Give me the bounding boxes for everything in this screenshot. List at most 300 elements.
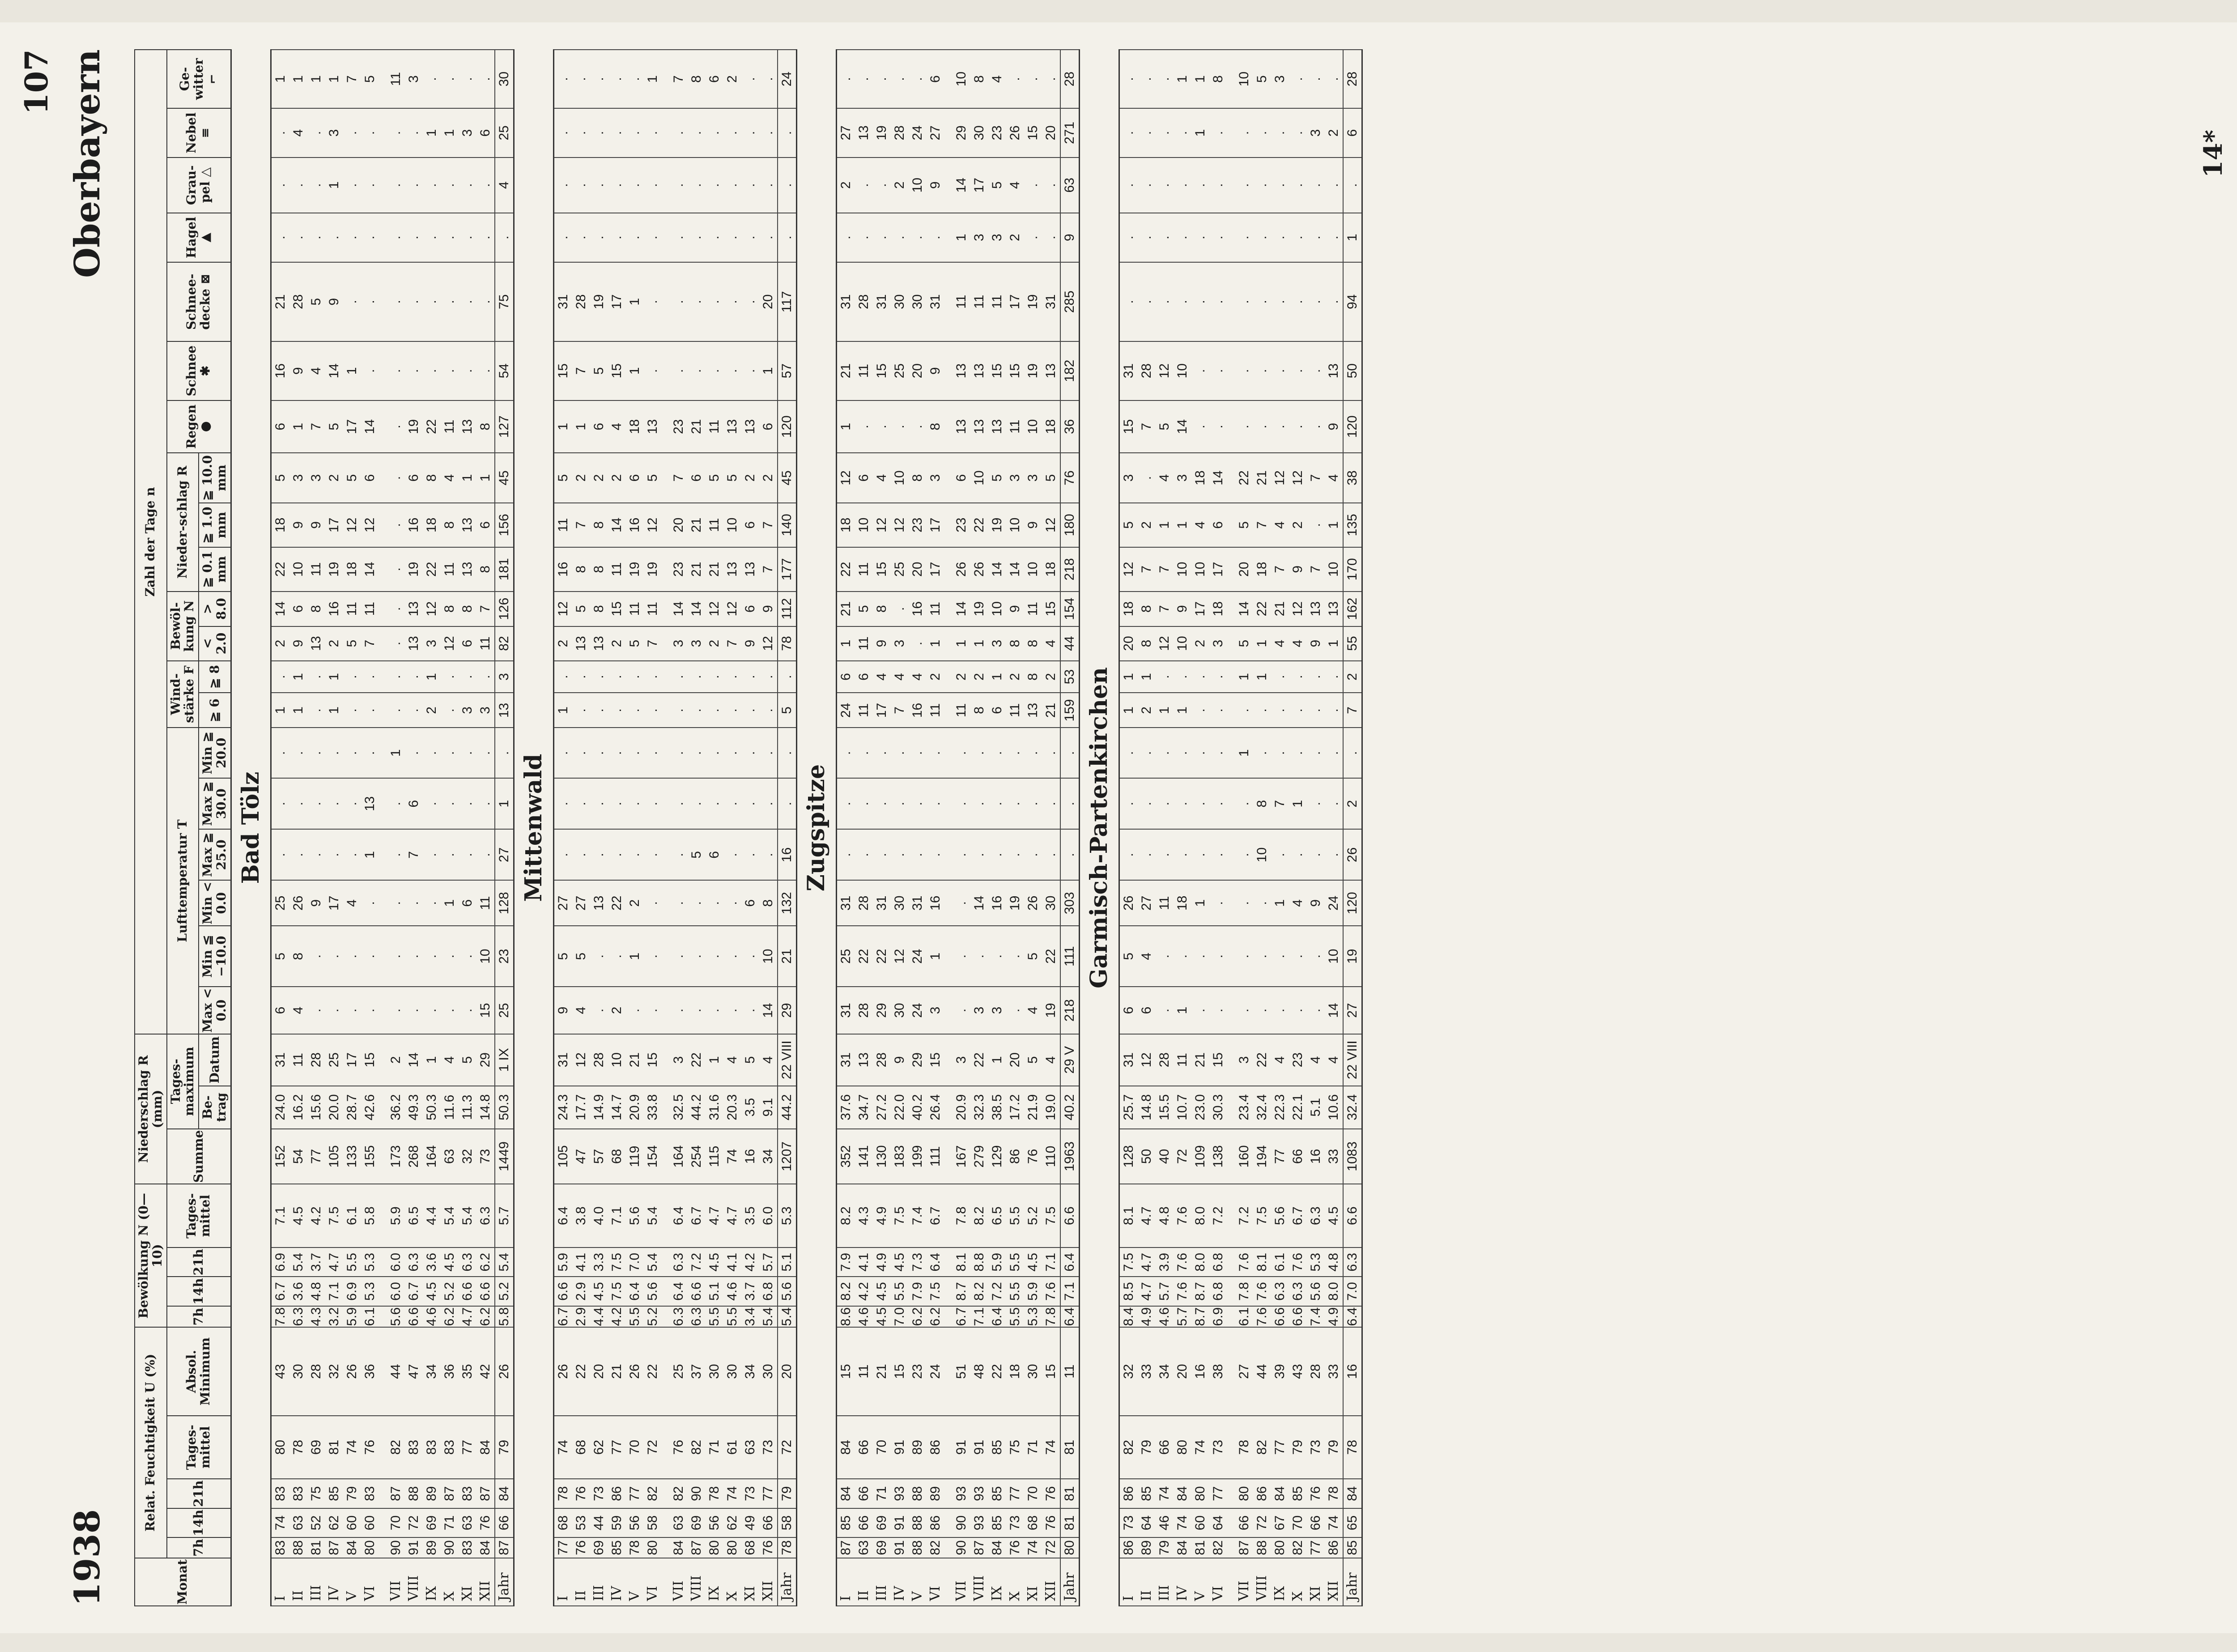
table-cell: 16 xyxy=(626,503,644,547)
table-cell: 84 xyxy=(836,1416,855,1479)
table-cell: 21 xyxy=(1271,592,1289,626)
table-cell: 3 xyxy=(670,626,688,661)
gap-cell xyxy=(1227,880,1235,926)
table-cell: 31 xyxy=(553,1034,572,1086)
table-cell: 3.2 xyxy=(325,1306,343,1328)
table-cell: 7.6 xyxy=(1253,1277,1271,1306)
table-cell: . xyxy=(553,728,572,778)
table-cell: 6.7 xyxy=(688,1184,706,1248)
table-cell: 11 xyxy=(1006,400,1024,453)
table-cell: 7 xyxy=(361,626,379,661)
table-row xyxy=(1209,50,1227,1606)
table-cell: 11 xyxy=(988,262,1006,341)
table-cell: . xyxy=(670,728,688,778)
table-cell: 76 xyxy=(1042,1508,1060,1537)
table-cell: 5.8 xyxy=(495,1306,514,1328)
table-cell: 1083 xyxy=(1343,1129,1362,1184)
table-cell: . xyxy=(1307,158,1325,213)
gap-cell xyxy=(662,1508,670,1537)
table-cell: 3 xyxy=(1006,453,1024,503)
table-cell: . xyxy=(1235,987,1253,1034)
gap-cell xyxy=(379,1184,387,1248)
table-cell: 86 xyxy=(1253,1479,1271,1508)
table-cell: 4.6 xyxy=(723,1277,741,1306)
table-cell: . xyxy=(361,262,379,341)
month-label: IV xyxy=(325,1558,343,1606)
table-cell: . xyxy=(441,661,459,693)
table-cell: . xyxy=(1289,926,1307,987)
gap-cell xyxy=(944,592,953,626)
table-cell: 6 xyxy=(927,50,944,108)
table-cell: 8.7 xyxy=(1191,1306,1209,1328)
table-cell: 16 xyxy=(988,880,1006,926)
table-cell: . xyxy=(670,693,688,728)
table-cell: 77 xyxy=(626,1479,644,1508)
table-cell: . xyxy=(1042,778,1060,829)
table-cell: . xyxy=(688,926,706,987)
table-cell: 1 xyxy=(988,1034,1006,1086)
table-cell: 14 xyxy=(1325,987,1343,1034)
gap-cell xyxy=(662,1416,670,1479)
table-cell: 15 xyxy=(873,341,891,400)
table-cell: 6.9 xyxy=(271,1248,289,1277)
gap-cell xyxy=(662,1129,670,1184)
table-cell: 1 xyxy=(1174,987,1191,1034)
table-row xyxy=(325,50,343,1606)
table-cell: . xyxy=(1119,108,1138,158)
table-cell: 12 xyxy=(441,626,459,661)
gap-cell xyxy=(944,213,953,262)
table-cell: 135 xyxy=(1343,503,1362,547)
station-heading-row xyxy=(1079,50,1119,1606)
table-cell: . xyxy=(670,158,688,213)
table-cell: . xyxy=(1253,341,1271,400)
table-cell: 22 xyxy=(572,1327,590,1415)
table-cell: . xyxy=(1271,829,1289,880)
gap-cell xyxy=(1227,547,1235,592)
table-cell: 9 xyxy=(759,592,778,626)
table-cell: . xyxy=(836,829,855,880)
table-cell: . xyxy=(387,158,405,213)
gap-cell xyxy=(662,880,670,926)
table-cell: 18 xyxy=(1253,547,1271,592)
table-cell: 4.8 xyxy=(1325,1248,1343,1277)
col-t-min-lt0: Min < 0.0 xyxy=(199,880,231,926)
table-cell: 4 xyxy=(909,661,927,693)
table-cell: 76 xyxy=(1006,1537,1024,1558)
table-cell: 5 xyxy=(1024,926,1042,987)
gap-cell xyxy=(379,547,387,592)
table-cell: . xyxy=(608,829,626,880)
table-cell: 4.5 xyxy=(590,1277,608,1306)
table-cell: . xyxy=(1271,262,1289,341)
table-cell: 13 xyxy=(970,400,988,453)
table-cell: 162 xyxy=(1343,592,1362,626)
table-cell: 20 xyxy=(1006,1034,1024,1086)
table-cell: 10 xyxy=(1174,626,1191,661)
month-label: V xyxy=(1191,1558,1209,1606)
table-cell: 19 xyxy=(1343,926,1362,987)
table-cell: . xyxy=(361,661,379,693)
table-cell: . xyxy=(271,728,289,778)
table-cell: 22 xyxy=(1235,453,1253,503)
table-cell: 11 xyxy=(706,400,723,453)
table-cell: 25 xyxy=(891,341,909,400)
table-cell: 2 xyxy=(590,453,608,503)
table-cell: 4.9 xyxy=(1138,1306,1156,1328)
table-cell: . xyxy=(873,50,891,108)
table-cell: . xyxy=(706,693,723,728)
table-cell: 74 xyxy=(723,1479,741,1508)
table-cell: 1 xyxy=(271,50,289,108)
table-cell: . xyxy=(891,778,909,829)
table-cell: 11 xyxy=(1174,1034,1191,1086)
table-cell: 5 xyxy=(1042,453,1060,503)
table-cell: . xyxy=(741,50,759,108)
table-cell: 68 xyxy=(553,1508,572,1537)
table-cell: . xyxy=(476,50,495,108)
table-cell: 164 xyxy=(670,1129,688,1184)
table-cell: 13 xyxy=(1325,341,1343,400)
table-cell: 83 xyxy=(271,1479,289,1508)
table-cell: 177 xyxy=(778,547,797,592)
table-cell: 1 xyxy=(1174,50,1191,108)
table-cell: . xyxy=(741,778,759,829)
table-cell: 6 xyxy=(361,453,379,503)
table-cell: . xyxy=(441,158,459,213)
month-label: III xyxy=(590,1558,608,1606)
table-cell: . xyxy=(970,728,988,778)
table-cell: 64 xyxy=(1138,1508,1156,1537)
table-cell: 9 xyxy=(1060,213,1080,262)
table-cell: 19 xyxy=(873,108,891,158)
table-cell: 27 xyxy=(553,880,572,926)
table-cell: . xyxy=(927,213,944,262)
table-cell: 44 xyxy=(590,1508,608,1537)
table-cell: 10 xyxy=(1024,547,1042,592)
table-cell: 1 xyxy=(1156,693,1174,728)
table-cell: 28 xyxy=(1307,1327,1325,1415)
table-cell: 8 xyxy=(1253,778,1271,829)
table-cell: 91 xyxy=(891,1416,909,1479)
table-cell: 2 xyxy=(387,1034,405,1086)
table-cell: 30 xyxy=(891,262,909,341)
table-cell: 63 xyxy=(670,1508,688,1537)
table-row xyxy=(1235,50,1253,1606)
col-r-ge10: ≧ 10.0 mm xyxy=(199,453,231,503)
table-cell: 8.6 xyxy=(836,1306,855,1328)
table-cell: . xyxy=(1271,213,1289,262)
table-cell: 164 xyxy=(423,1129,441,1184)
table-row xyxy=(909,50,927,1606)
table-cell: . xyxy=(706,158,723,213)
table-cell: . xyxy=(688,987,706,1034)
table-cell: . xyxy=(778,213,797,262)
month-label: I xyxy=(271,1558,289,1606)
table-cell: 18 xyxy=(836,503,855,547)
table-cell: 10 xyxy=(909,158,927,213)
table-cell: 31 xyxy=(1119,341,1138,400)
table-cell: 7 xyxy=(644,626,662,661)
month-label: X xyxy=(441,1558,459,1606)
table-cell: . xyxy=(706,728,723,778)
gap-cell xyxy=(1227,341,1235,400)
table-cell: 8.2 xyxy=(836,1277,855,1306)
table-cell: 6.5 xyxy=(405,1184,423,1248)
table-cell: . xyxy=(1138,453,1156,503)
table-cell: 5 xyxy=(343,626,361,661)
table-cell: 25 xyxy=(891,547,909,592)
table-cell: 127 xyxy=(495,400,514,453)
table-cell: 45 xyxy=(495,453,514,503)
table-cell: . xyxy=(836,728,855,778)
table-cell: 31 xyxy=(1042,262,1060,341)
month-label: Jahr xyxy=(1060,1558,1080,1606)
table-cell: 6.1 xyxy=(1235,1306,1253,1328)
table-cell: 7.8 xyxy=(1235,1277,1253,1306)
table-cell: 73 xyxy=(1006,1508,1024,1537)
table-cell: 78 xyxy=(778,1537,797,1558)
table-cell: 7.5 xyxy=(608,1248,626,1277)
table-cell: . xyxy=(759,778,778,829)
gap-cell xyxy=(379,1248,387,1277)
table-cell: 20 xyxy=(1042,108,1060,158)
table-cell: . xyxy=(1006,50,1024,108)
table-cell: 50.3 xyxy=(423,1086,441,1129)
table-cell: 31 xyxy=(836,262,855,341)
table-cell: 8.2 xyxy=(970,1184,988,1248)
table-cell: 13 xyxy=(723,400,741,453)
table-cell: 75 xyxy=(495,262,514,341)
table-cell: 7 xyxy=(343,50,361,108)
table-cell: 90 xyxy=(953,1508,970,1537)
col-r-ge1: ≧ 1.0 mm xyxy=(199,503,231,547)
table-cell: 16 xyxy=(778,829,797,880)
table-cell: 4.0 xyxy=(590,1184,608,1248)
station-name: Bad Tölz xyxy=(231,50,271,1606)
table-cell: 21 xyxy=(1042,693,1060,728)
table-cell: . xyxy=(778,728,797,778)
table-cell: 2 xyxy=(626,880,644,926)
table-cell: 14 xyxy=(361,400,379,453)
table-cell: 87 xyxy=(836,1537,855,1558)
table-cell: . xyxy=(1191,728,1209,778)
table-cell: 2 xyxy=(1138,503,1156,547)
table-cell: 76 xyxy=(670,1416,688,1479)
table-cell: 154 xyxy=(644,1129,662,1184)
table-cell: 7.5 xyxy=(1119,1248,1138,1277)
table-cell: 9 xyxy=(1024,503,1042,547)
table-cell: . xyxy=(670,829,688,880)
month-label: II xyxy=(572,1558,590,1606)
table-cell: 84 xyxy=(988,1537,1006,1558)
gap-cell xyxy=(662,1277,670,1306)
table-cell: 74 xyxy=(1156,1479,1174,1508)
table-cell: 79 xyxy=(1325,1416,1343,1479)
table-cell: . xyxy=(343,158,361,213)
table-cell: 73 xyxy=(476,1129,495,1184)
table-cell: 31 xyxy=(271,1034,289,1086)
table-cell: 3 xyxy=(325,108,343,158)
table-cell: 17 xyxy=(325,880,343,926)
col-t-max-ge30: Max ≧ 30.0 xyxy=(199,778,231,829)
table-cell: 2 xyxy=(970,661,988,693)
table-cell: . xyxy=(1289,50,1307,108)
table-cell: . xyxy=(1174,829,1191,880)
table-cell: 19 xyxy=(988,503,1006,547)
table-cell: 60 xyxy=(1191,1508,1209,1537)
table-cell: 4 xyxy=(1325,453,1343,503)
table-cell: . xyxy=(423,341,441,400)
table-cell: . xyxy=(1138,158,1156,213)
table-cell: 11 xyxy=(608,547,626,592)
table-cell: 8.4 xyxy=(1119,1306,1138,1328)
table-cell: 7.8 xyxy=(271,1306,289,1328)
col-gewitter: Ge-witter ⌐ xyxy=(167,50,231,108)
table-cell: . xyxy=(688,213,706,262)
table-cell: 26 xyxy=(1119,880,1138,926)
table-cell: 79 xyxy=(1156,1537,1174,1558)
table-cell: 87 xyxy=(1235,1537,1253,1558)
month-label: XI xyxy=(1307,1558,1325,1606)
table-cell: 84 xyxy=(836,1479,855,1508)
table-cell: . xyxy=(688,728,706,778)
table-cell: 8.0 xyxy=(1325,1277,1343,1306)
table-cell: 63 xyxy=(459,1508,476,1537)
table-cell: 6.6 xyxy=(1271,1306,1289,1328)
table-cell: 27.2 xyxy=(873,1086,891,1129)
table-cell: . xyxy=(988,926,1006,987)
table-cell: . xyxy=(970,926,988,987)
table-cell: 2 xyxy=(1343,661,1362,693)
month-label: VII xyxy=(387,1558,405,1606)
table-cell: 83 xyxy=(423,1416,441,1479)
table-cell: 71 xyxy=(706,1416,723,1479)
table-cell: 31 xyxy=(836,987,855,1034)
table-cell: . xyxy=(343,728,361,778)
table-cell: . xyxy=(1271,987,1289,1034)
month-label: XI xyxy=(459,1558,476,1606)
table-cell: . xyxy=(1174,262,1191,341)
table-cell: 5.5 xyxy=(1006,1277,1024,1306)
table-cell: 35 xyxy=(459,1327,476,1415)
table-cell: . xyxy=(723,108,741,158)
table-cell: . xyxy=(873,728,891,778)
table-cell: . xyxy=(670,341,688,400)
table-cell: . xyxy=(1119,262,1138,341)
gap-cell xyxy=(944,1034,953,1086)
table-cell: . xyxy=(1138,50,1156,108)
table-cell: . xyxy=(873,213,891,262)
table-cell: 14.9 xyxy=(590,1086,608,1129)
table-row xyxy=(1271,50,1289,1606)
table-cell: 6.7 xyxy=(405,1277,423,1306)
table-cell: 5.2 xyxy=(495,1277,514,1306)
col-precip-summe: Summe xyxy=(167,1129,231,1184)
table-cell: . xyxy=(387,453,405,503)
month-label: IV xyxy=(608,1558,626,1606)
gap-cell xyxy=(1227,1416,1235,1479)
month-label: VI xyxy=(927,1558,944,1606)
table-cell: . xyxy=(459,728,476,778)
table-row xyxy=(1191,50,1209,1606)
table-cell: . xyxy=(1174,213,1191,262)
table-cell: 3 xyxy=(970,987,988,1034)
table-cell: 25 xyxy=(836,926,855,987)
table-cell: 128 xyxy=(495,880,514,926)
table-cell: 88 xyxy=(1253,1537,1271,1558)
table-cell: 74 xyxy=(1024,1537,1042,1558)
table-cell: 25 xyxy=(495,108,514,158)
table-cell: 21 xyxy=(836,341,855,400)
table-cell: 53 xyxy=(572,1508,590,1537)
table-cell: 5 xyxy=(1024,1034,1042,1086)
table-cell: 8 xyxy=(476,547,495,592)
table-cell: 19 xyxy=(325,547,343,592)
table-cell: 170 xyxy=(1343,547,1362,592)
table-cell: 6.4 xyxy=(670,1277,688,1306)
table-cell: . xyxy=(759,829,778,880)
gap-cell xyxy=(662,728,670,778)
table-cell: 81 xyxy=(307,1537,325,1558)
table-cell: 3 xyxy=(927,453,944,503)
table-cell: 83 xyxy=(271,1537,289,1558)
table-cell: 5 xyxy=(778,693,797,728)
table-cell: . xyxy=(670,262,688,341)
table-cell: . xyxy=(307,693,325,728)
table-cell: 13 xyxy=(590,880,608,926)
table-cell: 14 xyxy=(970,880,988,926)
table-cell: 7.1 xyxy=(1060,1277,1080,1306)
table-cell: 4 xyxy=(1307,1034,1325,1086)
table-cell: 6 xyxy=(271,987,289,1034)
table-cell: 13 xyxy=(953,400,970,453)
table-cell: 5 xyxy=(553,926,572,987)
table-cell: . xyxy=(1191,778,1209,829)
col-t-max-lt0: Max < 0.0 xyxy=(199,987,231,1034)
table-cell: 12 xyxy=(1156,626,1174,661)
table-cell: 6 xyxy=(706,829,723,880)
table-cell: . xyxy=(1343,728,1362,778)
table-cell: 89 xyxy=(1138,1537,1156,1558)
table-cell: 4.2 xyxy=(855,1277,873,1306)
table-row xyxy=(1024,50,1042,1606)
table-row xyxy=(476,50,495,1606)
table-cell: 14.7 xyxy=(608,1086,626,1129)
table-cell: . xyxy=(1174,926,1191,987)
table-cell: 31 xyxy=(927,262,944,341)
table-cell: 78 xyxy=(1235,1416,1253,1479)
table-cell: 5.6 xyxy=(1271,1184,1289,1248)
climate-table xyxy=(134,49,1363,1606)
table-cell: . xyxy=(1235,341,1253,400)
table-cell: . xyxy=(590,661,608,693)
table-cell: 1 xyxy=(361,829,379,880)
table-cell: 6.0 xyxy=(387,1248,405,1277)
table-cell: 85 xyxy=(1343,1537,1362,1558)
table-cell: 54 xyxy=(289,1129,307,1184)
table-cell: 1963 xyxy=(1060,1129,1080,1184)
table-cell: . xyxy=(495,213,514,262)
table-cell: 74 xyxy=(1325,1508,1343,1537)
table-cell: 32 xyxy=(459,1129,476,1184)
month-label: VII xyxy=(670,1558,688,1606)
table-cell: 6.1 xyxy=(343,1184,361,1248)
table-cell: 28 xyxy=(307,1327,325,1415)
table-cell: 25 xyxy=(271,880,289,926)
table-cell: 4 xyxy=(1271,503,1289,547)
table-cell: 159 xyxy=(1060,693,1080,728)
